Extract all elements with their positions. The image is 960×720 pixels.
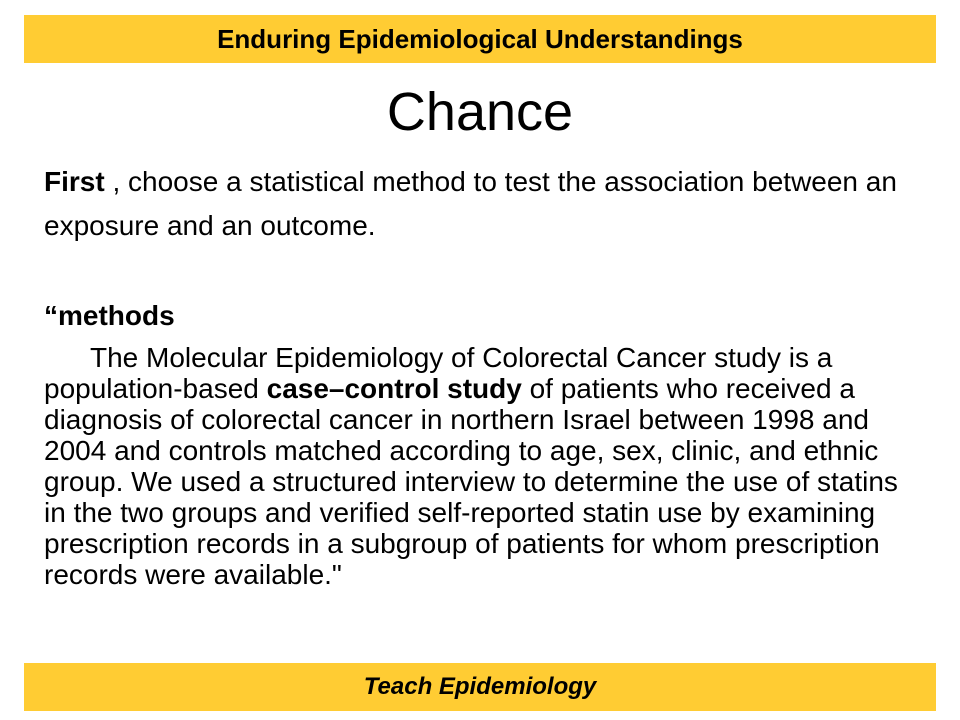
methods-text-part2: of patients who received a diagnosis of colorectal cancer in northern Israel between 1998 and 2004 and controls matched according to age, sex, clinic, and ethnic group. We used a structured interview to determine the use of statins in the two groups and verified self-reported statin use by examining prescription records in a subgroup of patients for whom prescription records were available." bbox=[44, 373, 898, 590]
intro-paragraph bbox=[44, 160, 924, 248]
footer-banner bbox=[24, 663, 936, 711]
methods-paragraph bbox=[44, 342, 916, 590]
methods-bold-term: case–control study bbox=[266, 373, 522, 404]
header-banner-text: Enduring Epidemiological Understandings bbox=[217, 23, 743, 54]
slide-title: Chance bbox=[386, 82, 574, 142]
methods-heading: “methods bbox=[44, 300, 175, 331]
intro-text: , choose a statistical method to test the association between an exposure and an outcome. bbox=[44, 166, 897, 241]
intro-bold-word: First bbox=[44, 166, 105, 197]
methods-text-part1: The Molecular Epidemiology of Colorectal Cancer study is a population-based bbox=[44, 342, 833, 404]
footer-banner-text: Teach Epidemiology bbox=[363, 673, 597, 700]
header-banner bbox=[24, 15, 936, 63]
